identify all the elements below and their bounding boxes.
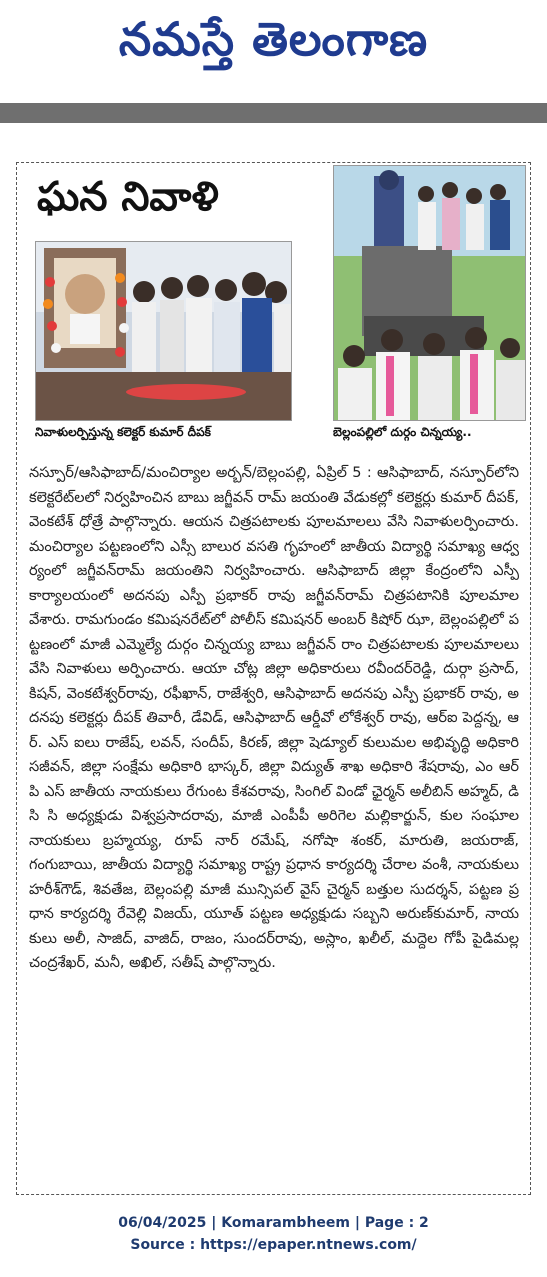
- masthead: [0, 0, 547, 90]
- footer-source-link[interactable]: Source : https://epaper.ntnews.com/: [130, 1237, 417, 1253]
- newspaper-logo: నమస్తే తెలంగాణ: [118, 12, 429, 66]
- photo-caption-left: నివాళులర్పిస్తున్న కలెక్టర్ కుమార్ దీపక్: [35, 425, 211, 439]
- article-headline: ఘన నివాళి: [37, 174, 219, 220]
- footer-dateline: 06/04/2025 | Komarambheem | Page : 2: [118, 1215, 429, 1231]
- article: [16, 162, 531, 1195]
- photo-collector-tribute: [35, 241, 292, 421]
- page-footer: [0, 1212, 547, 1256]
- article-body: నస్పూర్/ఆసిఫాబాద్/మంచిర్యాల అర్బన్/బెల్లంపల్లి, ఏప్రిల్ 5 : ఆసిఫాబాద్, నస్పూర్‌లోని కలెక్టరేట్‌లలో నిర్వహించిన బాబు జగ్జీవన్ రామ్ జయంతి వేడుకల్లో కలెక్టర్లు కుమార్ దీపక్, వెంకటేశ్ ధోత్రే పాల్గొన్నారు. ఆయన చిత్రపటాలకు పూలమాలలు వేసి నివాళులర్పించారు. మంచిర్యాల పట్టణంలోని ఎస్సీ బాలుర వసతి గృహంలో జాతీయ విద్యార్థి సమాఖ్య ఆధ్వర్యంలో జగ్జీవన్‌రామ్ జయంతిని నిర్వహించారు. ఆసిఫాబాద్ జిల్లా కేంద్రంలోని ఎస్పీ కార్యాలయంలో అదనపు ఎస్పీ ప్రభాకర్ రావు జగ్జీవన్‌రామ్ చిత్రపటానికి పూలమాల వేశారు. రామగుండం కమిషనరేట్‌లో పోలీస్ కమిషనర్ అంబర్ కిషోర్ ఝా, బెల్లంపల్లిలో పట్టణంలో మాజీ ఎమ్మెల్యే దుర్గం చిన్నయ్య బాబు జగ్జీవన్ రాం చిత్రపటాలకు పూలమాలలు వేసి నివాళులు అర్పించారు. ఆయా చోట్ల జిల్లా అధికారులు రవీందర్‌రెడ్డి, దుర్గా ప్రసాద్, కిషన్, వెంకటేశ్వర్‌రావు, రఫీఖాన్, రాజేశ్వరి, ఆసిఫాబాద్ అదనపు ఎస్పీ ప్రభాకర్ రావు, అదనపు కలెక్టర్లు దీపక్ తివారీ, డేవిడ్, ఆసిఫాబాద్ ఆర్డీవో లోకేశ్వర్ రావు, ఆర్ఐ పెద్దన్న, ఆర్. ఎస్ ఐలు రాజేష్, లవన్, సందీప్, కిరణ్, జిల్లా షెడ్యూల్ కులుమల అభివృద్ధి అధికారి సజీవన్, జిల్లా సంక్షేమ అధికారి భాస్కర్, జిల్లా విద్యుత్ శాఖ అధికారి శేషరావు, ఎం ఆర్ పి ఎస్ జాతీయ నాయకులు రేగుంట కేశవరావు, సింగిల్ విండో ఛైర్మన్ అలీబిన్ అహ్మద్, డి సి సి అధ్యక్షుడు విశ్వప్రసాదరావు, మాజీ ఎంపీపీ అరిగెల మల్లికార్జున్, కుల సంఘాల నాయకులు బ్రహ్మయ్య, రూప్ నార్ రమేష్, నగోషా శంకర్, మారుతి, జయరాజ్, గంగుబాయి, జాతీయ విద్యార్థి సమాఖ్య రాష్ట్ర ప్రధాన కార్యదర్శి చేరాల వంశీ, నాయకులు హరీశ్‌గౌడ్, శివతేజ, బెల్లంపల్లి మాజీ మున్సిపల్ వైస్ చైర్మన్ బత్తుల సుదర్శన్, పట్టణ ప్రధాన కార్యదర్శి రేవెల్లి విజయ్, యూత్ పట్టణ అధ్యక్షుడు సబ్బని అరుణ్‌కుమార్, నాయకులు అలీ, సాజిద్, వాజిద్, రాజం, సుందర్‌రావు, అస్లాం, ఖలీల్, మద్దెల గోపీ పైడిమల్ల చంద్రశేఖర్, మనీ, అఖిల్, సతీష్ పాల్గొన్నారు.: [29, 465, 519, 971]
- photo-collector-tribute-image: [36, 242, 291, 420]
- photo-bellampalli-statue-image: [334, 166, 525, 420]
- header-rule: [0, 103, 547, 123]
- photo-bellampalli-statue: [333, 165, 526, 421]
- photo-caption-right: బెల్లంపల్లిలో దుర్గం చిన్నయ్య..: [333, 425, 472, 439]
